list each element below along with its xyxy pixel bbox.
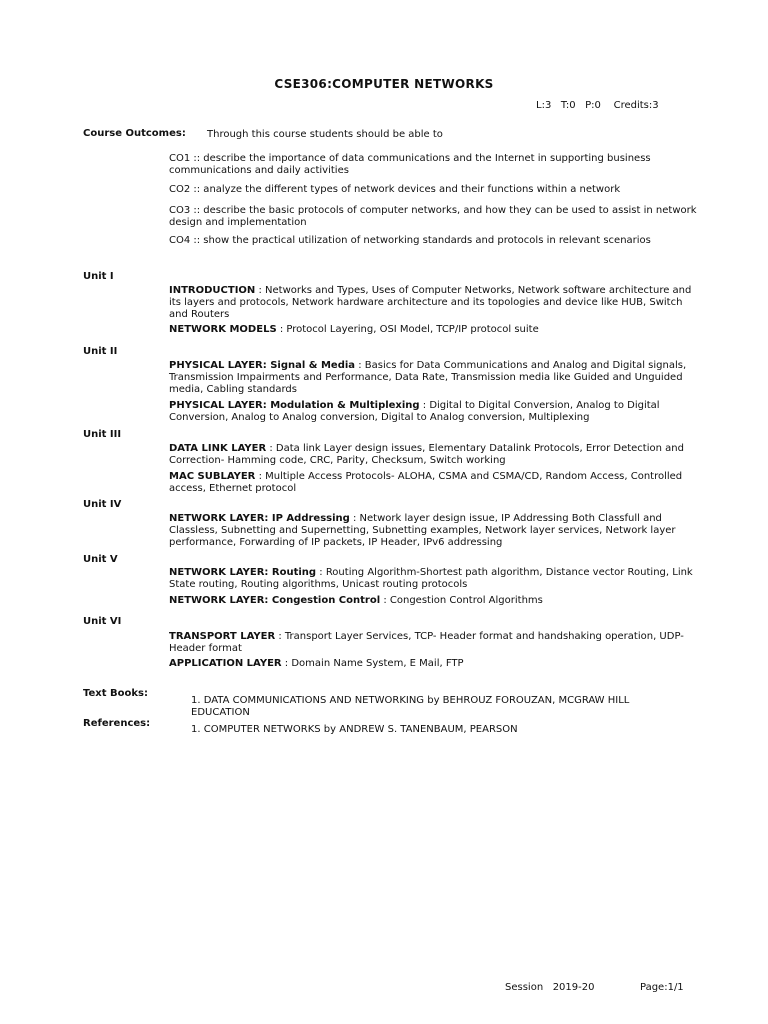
topic-text: Networks and Types, Uses of Computer Networks, Network software architecture and its layers and protocols, Network hardware architecture and its topologies and device like HUB, Switch and Routers — [169, 285, 692, 320]
text-books-label: Text Books: — [83, 688, 148, 699]
unit-5-topic-1 — [169, 567, 704, 591]
session-label: Session 2019-20 — [505, 982, 595, 993]
topic-text: Routing Algorithm-Shortest path algorithm, Distance vector Routing, Link State routing, Routing algorithms, Unicast routing protocols — [169, 567, 693, 590]
unit-1-label: Unit I — [83, 271, 114, 282]
topic-separator: : — [419, 400, 430, 411]
topic-heading: INTRODUCTION — [169, 285, 256, 296]
topic-heading: DATA LINK LAYER — [169, 443, 267, 454]
unit-4-label: Unit IV — [83, 499, 122, 510]
topic-separator: : — [355, 360, 365, 371]
course-outcome-3: CO3 :: describe the basic protocols of computer networks, and how they can be used to assist in network design and implementation — [169, 205, 697, 228]
reference-item: 1. COMPUTER NETWORKS by ANDREW S. TANENBAUM, PEARSON — [191, 724, 518, 735]
unit-5-topic-2 — [169, 595, 704, 607]
unit-4-topic-1 — [169, 513, 704, 549]
course-outcomes-intro: Through this course students should be able to — [207, 129, 443, 140]
topic-heading: NETWORK LAYER: Congestion Control — [169, 595, 381, 606]
unit-1-topic-1 — [169, 285, 704, 321]
topic-text: Network layer design issue, IP Addressing Both Classfull and Classless, Subnetting and Supernetting, Subnetting examples, Network layer services, Network layer performance, Forwarding of IP packets, IP Header, IPv6 addressing — [169, 513, 676, 548]
unit-3-topic-2 — [169, 471, 704, 495]
topic-separator: : — [380, 595, 390, 606]
unit-3-topic-1 — [169, 443, 704, 467]
topic-text: Multiple Access Protocols- ALOHA, CSMA and CSMA/CD, Random Access, Controlled access, Ethernet protocol — [169, 471, 683, 494]
topic-separator: : — [281, 658, 292, 669]
unit-2-label: Unit II — [83, 346, 118, 357]
topic-separator: : — [255, 285, 266, 296]
unit-1-topic-2 — [169, 324, 704, 336]
topic-heading: NETWORK LAYER: Routing — [169, 567, 317, 578]
topic-heading: MAC SUBLAYER — [169, 471, 256, 482]
unit-2-topic-1 — [169, 360, 704, 396]
topic-text: Digital to Digital Conversion, Analog to Digital Conversion, Analog to Analog conversion, Digital to Analog conversion, Multiplexing — [169, 400, 660, 423]
topic-heading: APPLICATION LAYER — [169, 658, 282, 669]
topic-text: Basics for Data Communications and Analog and Digital signals, Transmission Impairments and Performance, Data Rate, Transmission media like Guided and Unguided media, Cabling standards — [169, 360, 687, 395]
topic-heading: TRANSPORT LAYER — [169, 631, 276, 642]
unit-2-topic-2 — [169, 400, 704, 424]
page-number: Page:1/1 — [640, 982, 684, 993]
topic-text: Transport Layer Services, TCP- Header format and handshaking operation, UDP- Header format — [169, 631, 684, 654]
topic-separator: : — [316, 567, 326, 578]
credits-line: L:3 T:0 P:0 Credits:3 — [536, 100, 659, 111]
text-book-item: 1. DATA COMMUNICATIONS AND NETWORKING by BEHROUZ FOROUZAN, MCGRAW HILL EDUCATION — [191, 695, 630, 718]
topic-separator: : — [276, 324, 287, 335]
unit-6-label: Unit VI — [83, 616, 122, 627]
unit-3-label: Unit III — [83, 429, 122, 440]
topic-text: Data link Layer design issues, Elementary Datalink Protocols, Error Detection and Correction- Hamming code, CRC, Parity, Checksum, Switch working — [169, 443, 684, 466]
references-label: References: — [83, 718, 151, 729]
topic-heading: NETWORK LAYER: IP Addressing — [169, 513, 350, 524]
topic-separator: : — [255, 471, 266, 482]
topic-heading: PHYSICAL LAYER: Modulation & Multiplexing — [169, 400, 420, 411]
topic-text: Domain Name System, E Mail, FTP — [291, 658, 464, 669]
topic-separator: : — [349, 513, 360, 524]
unit-5-label: Unit V — [83, 554, 118, 565]
topic-text: Protocol Layering, OSI Model, TCP/IP protocol suite — [286, 324, 539, 335]
unit-6-topic-1 — [169, 631, 704, 655]
unit-6-topic-2 — [169, 658, 704, 670]
course-title: CSE306:COMPUTER NETWORKS — [274, 77, 494, 91]
topic-heading: PHYSICAL LAYER: Signal & Media — [169, 360, 356, 371]
course-outcome-1: CO1 :: describe the importance of data communications and the Internet in supporting business communications and daily activities — [169, 153, 651, 176]
topic-text: Congestion Control Algorithms — [389, 595, 543, 606]
course-outcome-2: CO2 :: analyze the different types of network devices and their functions within a network — [169, 184, 621, 195]
course-outcomes-label: Course Outcomes: — [83, 128, 186, 139]
topic-separator: : — [266, 443, 276, 454]
topic-separator: : — [275, 631, 285, 642]
topic-heading: NETWORK MODELS — [169, 324, 277, 335]
course-outcome-4: CO4 :: show the practical utilization of networking standards and protocols in relevant scenarios — [169, 235, 651, 246]
